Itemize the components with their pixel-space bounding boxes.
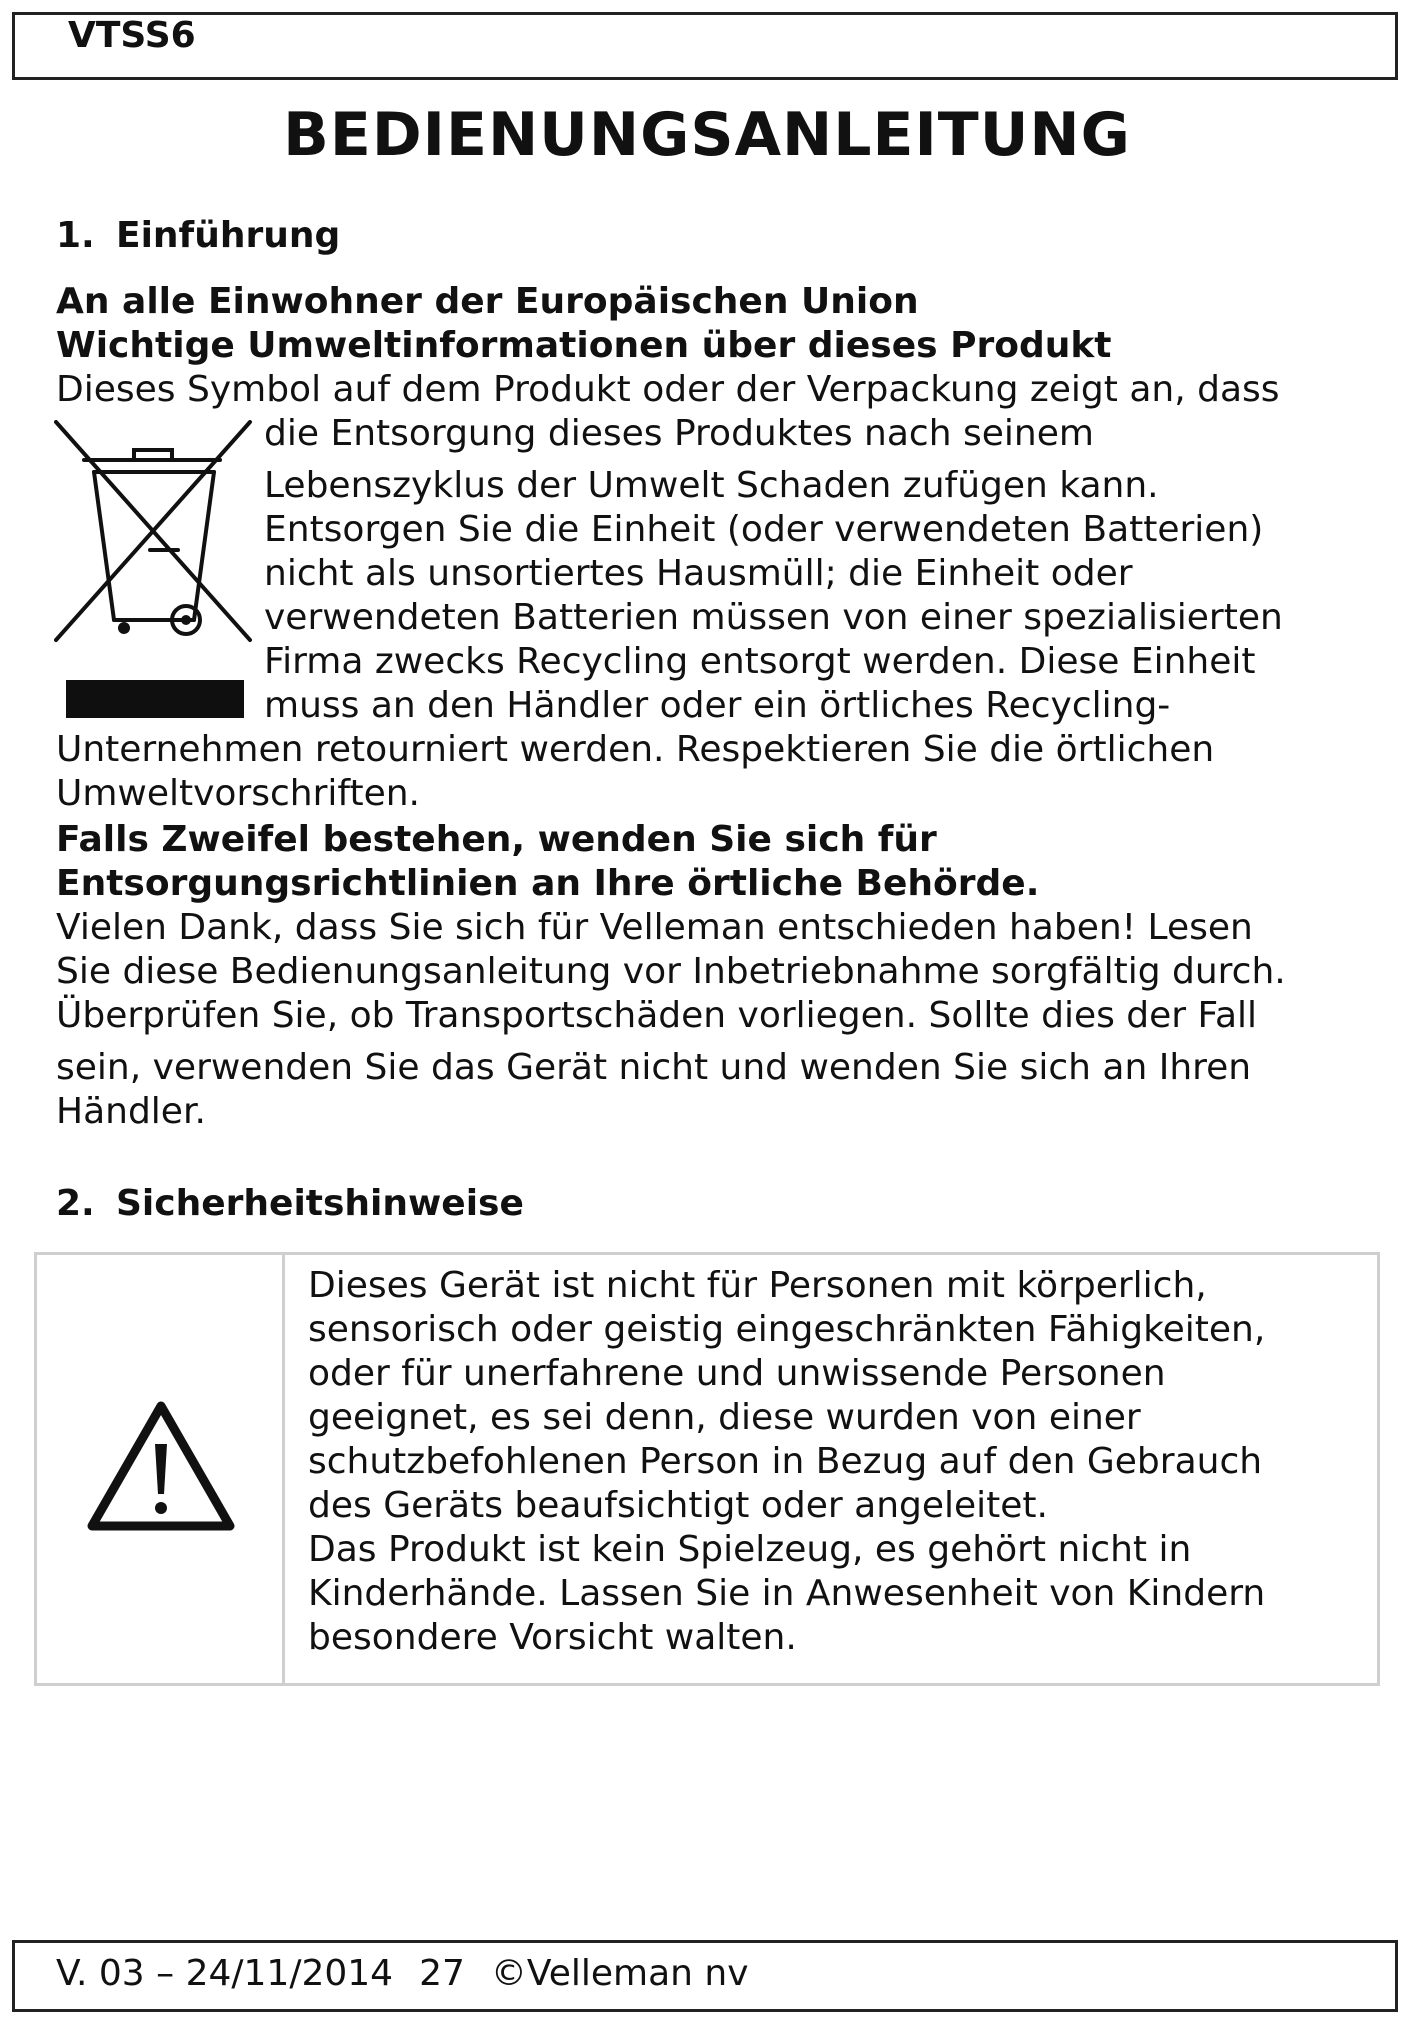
disposal-line: muss an den Händler oder ein örtliches Recycling- [264,685,1171,726]
disposal-line: Entsorgen Sie die Einheit (oder verwendeten Batterien) [264,509,1264,550]
disposal-line: Dieses Symbol auf dem Produkt oder der Verpackung zeigt an, dass [56,369,1280,410]
thanks-line: Sie diese Bedienungsanleitung vor Inbetriebnahme sorgfältig durch. [56,951,1286,992]
section-2-number: 2. [56,1183,95,1224]
env-heading: Wichtige Umweltinformationen über dieses Produkt [56,325,1112,366]
thanks-line: Händler. [56,1091,206,1132]
warning-line: sensorisch oder geistig eingeschränkten Fähigkeiten, [308,1309,1266,1350]
warning-line: Dieses Gerät ist nicht für Personen mit körperlich, [308,1265,1207,1306]
disposal-line: nicht als unsortiertes Hausmüll; die Einheit oder [264,553,1133,594]
warning-line: geeignet, es sei denn, diese wurden von einer [308,1397,1141,1438]
footer-version: V. 03 – 24/11/2014 [56,1953,394,1994]
warning-line: oder für unerfahrene und unwissende Personen [308,1353,1166,1394]
section-2-heading [56,1182,524,1226]
warning-line: schutzbefohlenen Person in Bezug auf den Gebrauch [308,1441,1263,1482]
disposal-line: Umweltvorschriften. [56,773,420,814]
warning-triangle-icon [86,1398,236,1534]
section-1-number: 1. [56,215,95,256]
thanks-line: Überprüfen Sie, ob Transportschäden vorliegen. Sollte dies der Fall [56,995,1258,1036]
thanks-line: Vielen Dank, dass Sie sich für Velleman entschieden haben! Lesen [56,907,1253,948]
warning-line: des Geräts beaufsichtigt oder angeleitet. [308,1485,1048,1526]
disposal-line: Firma zwecks Recycling entsorgt werden. Diese Einheit [264,641,1256,682]
model-number: VTSS6 [68,15,196,56]
section-1-heading [56,214,340,258]
warning-line: Das Produkt ist kein Spielzeug, es gehört nicht in [308,1529,1192,1570]
eu-heading: An alle Einwohner der Europäischen Union [56,281,919,322]
disposal-line: Lebenszyklus der Umwelt Schaden zufügen kann. [264,465,1159,506]
warning-line: Kinderhände. Lassen Sie in Anwesenheit von Kindern [308,1573,1266,1614]
disposal-line: die Entsorgung dieses Produktes nach seinem [264,413,1094,454]
section-2-title: Sicherheitshinweise [116,1183,524,1224]
disposal-line: verwendeten Batterien müssen von einer spezialisierten [264,597,1283,638]
page-title: BEDIENUNGSANLEITUNG [283,100,1131,170]
section-1-title: Einführung [116,215,341,256]
doubt-line: Falls Zweifel bestehen, wenden Sie sich für [56,819,937,860]
weee-bar [66,680,244,718]
footer-copyright: ©Velleman nv [490,1953,749,1994]
thanks-line: sein, verwenden Sie das Gerät nicht und wenden Sie sich an Ihren [56,1047,1252,1088]
doubt-line: Entsorgungsrichtlinien an Ihre örtliche Behörde. [56,863,1040,904]
warning-line: besondere Vorsicht walten. [308,1617,797,1658]
safety-table-divider [282,1252,285,1686]
header-box [12,12,1398,80]
disposal-line: Unternehmen retourniert werden. Respektieren Sie die örtlichen [56,729,1215,770]
footer [56,1952,775,1996]
footer-page-number: 27 [419,1953,465,1994]
weee-bin-icon [54,420,254,650]
